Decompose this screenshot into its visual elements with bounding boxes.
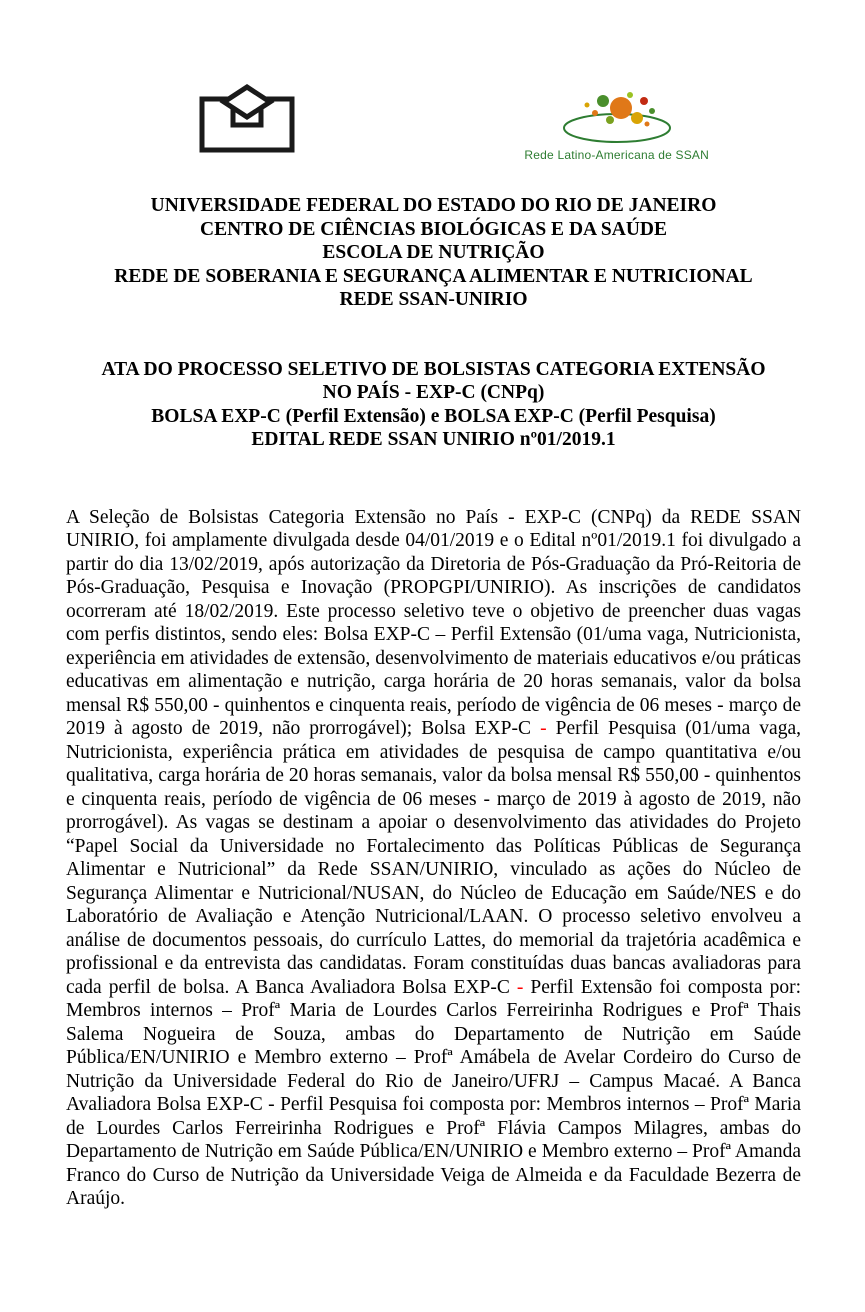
title-line-2: NO PAÍS - EXP-C (CNPq)	[322, 382, 545, 403]
logo-row	[66, 84, 801, 166]
rede-ssan-logo-caption: Rede Latino-Americana de SSAN	[524, 148, 709, 162]
body-segment: A Seleção de Bolsistas Categoria Extensão no País - EXP-C (CNPq) da REDE SSAN UNIRIO, foi amplamente divulgada desde 04/01/2019 e o Edital nº01/2019.1 foi divulgado a partir do dia 13/02/2019, após autorização da Diretoria de Pós-Graduação da Pró-Reitoria de Pós-Graduação, Pesquisa e Inovação (PROPGPI/UNIRIO). As inscrições de candidatos ocorreram até 18/02/2019. Este processo seletivo teve o objetivo de preencher duas vagas com perfis distintos, sendo eles: Bolsa EXP-C – Perfil Extensão (01/uma vaga, Nutricionista, experiência em atividades de extensão, desenvolvimento de materiais educativos e/ou práticas educativas em alimentação e nutrição, carga horária de 20 horas semanais, valor da bolsa mensal R$ 550,00 - quinhentos e cinquenta reais, período de vigência de 06 meses - março de 2019 à agosto de 2019, não prorrogável); Bolsa EXP-C	[66, 506, 801, 739]
body-segment-red-hyphen: -	[516, 976, 531, 998]
header-line-school: ESCOLA DE NUTRIÇÃO	[322, 242, 545, 263]
unirio-logo-icon	[194, 84, 300, 158]
institution-header	[66, 194, 801, 312]
body-segment: Perfil Pesquisa (01/uma vaga, Nutricionista, experiência prática em atividades de pesquisa de campo quantitativa e/ou qualitativa, carga horária de 20 horas semanais, valor da bolsa mensal R$ 550,00 - quinhentos e cinquenta reais, período de vigência de 06 meses - março de 2019 à agosto de 2019, não prorrogável). As vagas se destinam a apoiar o desenvolvimento das atividades do Projeto “Papel Social da Universidade no Fortalecimento das Políticas Públicas de Segurança Alimentar e Nutricional” da Rede SSAN/UNIRIO, vinculado as ações do Núcleo de Segurança Alimentar e Nutricional/NUSAN, do Núcleo de Educação em Saúde/NES e do Laboratório de Avaliação e Atenção Nutricional/LAAN. O processo seletivo envolveu a análise de documentos pessoais, do currículo Lattes, do memorial da trajetória acadêmica e profissional e da entrevista das candidatas. Foram constituídas duas bancas avaliadoras para cada perfil de bolsa. A Banca Avaliadora Bolsa EXP-C	[66, 718, 801, 998]
body-paragraph	[66, 506, 801, 1211]
title-line-4: EDITAL REDE SSAN UNIRIO nº01/2019.1	[251, 429, 616, 450]
header-line-network-short: REDE SSAN-UNIRIO	[339, 289, 528, 310]
rede-ssan-logo	[524, 84, 709, 162]
header-line-center: CENTRO DE CIÊNCIAS BIOLÓGICAS E DA SAÚDE	[199, 218, 668, 240]
document-title	[66, 358, 801, 452]
body-segment-red-hyphen: -	[540, 718, 556, 739]
title-line-3: BOLSA EXP-C (Perfil Extensão) e BOLSA EXP-C (Perfil Pesquisa)	[151, 405, 716, 427]
body-segment: Perfil Extensão foi composta por: Membros internos – Profª Maria de Lourdes Carlos Ferreirinha Rodrigues e Profª Thais Salema Nogueira de Souza, ambas do Departamento de Nutrição em Saúde Pública/EN/UNIRIO e Membro externo – Profª Amábela de Avelar Cordeiro do Curso de Nutrição da Universidade Federal do Rio de Janeiro/UFRJ – Campus Macaé. A Banca Avaliadora Bolsa EXP-C - Perfil Pesquisa foi composta por: Membros internos – Profª Maria de Lourdes Carlos Ferreirinha Rodrigues e Profª Flávia Campos Milagres, ambas do Departamento de Nutrição em Saúde Pública/EN/UNIRIO e Membro externo – Profª Amanda Franco do Curso de Nutrição da Universidade Veiga de Almeida e da Faculdade Bezerra de Araújo.	[66, 976, 801, 1209]
header-line-university: UNIVERSIDADE FEDERAL DO ESTADO DO RIO DE JANEIRO	[150, 195, 717, 216]
title-line-1: ATA DO PROCESSO SELETIVO DE BOLSISTAS CATEGORIA EXTENSÃO	[101, 358, 766, 380]
unirio-logo	[194, 84, 300, 158]
rede-ssan-logo-icon	[551, 88, 683, 146]
header-line-network: REDE DE SOBERANIA E SEGURANÇA ALIMENTAR E NUTRICIONAL	[114, 265, 753, 287]
